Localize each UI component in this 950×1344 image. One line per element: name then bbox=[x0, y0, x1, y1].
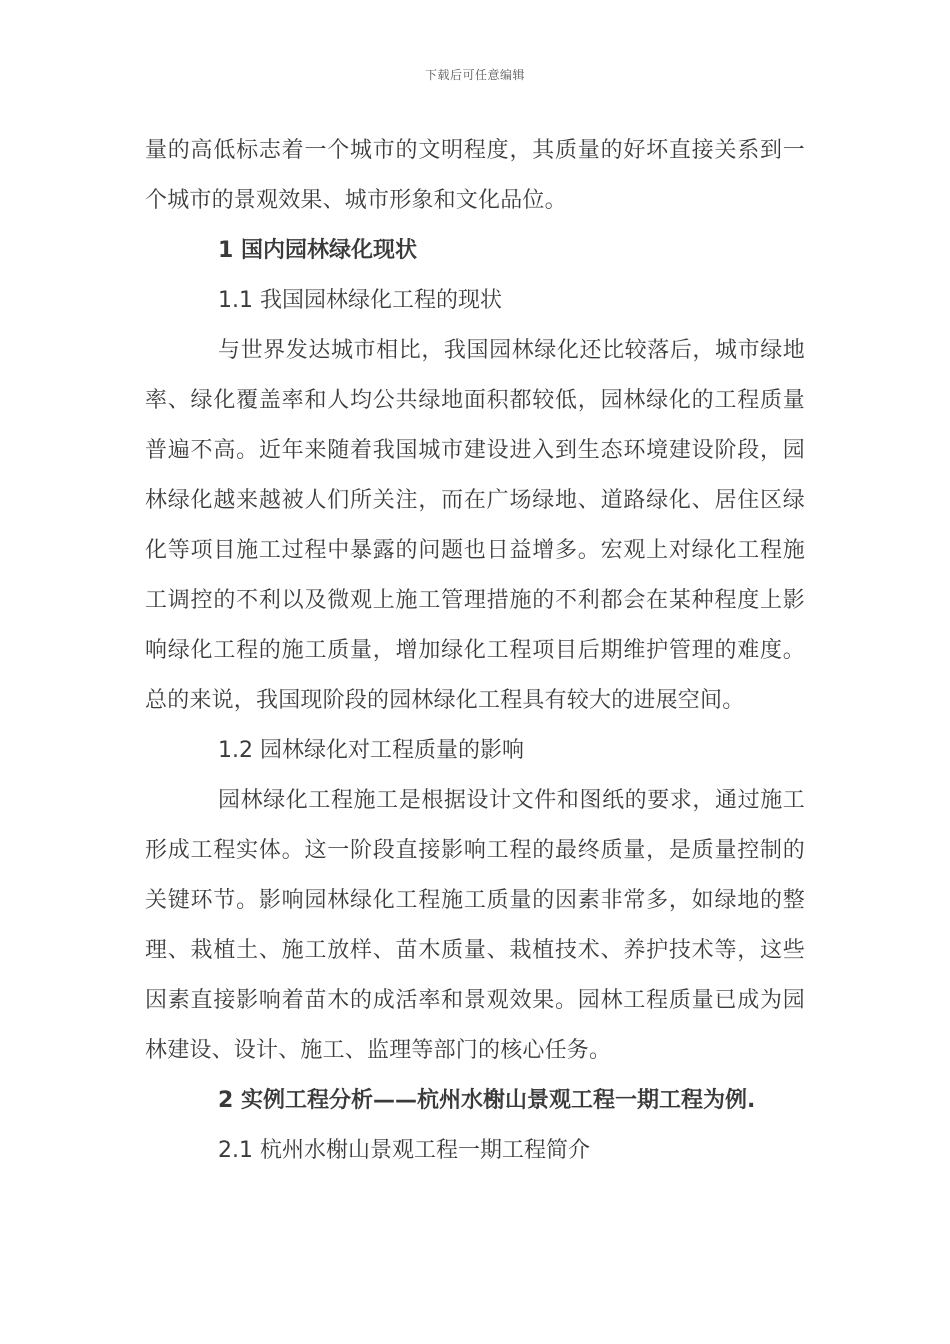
document-body bbox=[145, 126, 805, 1176]
subsection-heading-1-1: 1.1 我国园林绿化工程的现状 bbox=[218, 288, 502, 313]
header-note: 下载后可任意编辑 bbox=[424, 68, 525, 82]
paragraph-quality-impact: 园林绿化工程施工是根据设计文件和图纸的要求，通过施工形成工程实体。这一阶段直接影响工程的最终质量，是质量控制的关键环节。影响园林绿化工程施工质量的因素非常多，如绿地的整理、栽植土、施工放样、苗木质量、栽植技术、养护技术等，这些因素直接影响着苗木的成活率和景观效果。园林工程质量已成为园林建设、设计、施工、监理等部门的核心任务。 bbox=[145, 788, 805, 1063]
paragraph-continuation: 量的高低标志着一个城市的文明程度，其质量的好坏直接关系到一个城市的景观效果、城市形象和文化品位。 bbox=[145, 138, 805, 213]
section-heading-1: 1 国内园林绿化现状 bbox=[218, 238, 417, 263]
paragraph-current-status: 与世界发达城市相比，我国园林绿化还比较落后，城市绿地率、绿化覆盖率和人均公共绿地面积都较低，园林绿化的工程质量普遍不高。近年来随着我国城市建设进入到生态环境建设阶段，园林绿化越来越被人们所关注，而在广场绿地、道路绿化、居住区绿化等项目施工过程中暴露的问题也日益增多。宏观上对绿化工程施工调控的不利以及微观上施工管理措施的不利都会在某种程度上影响绿化工程的施工质量，增加绿化工程项目后期维护管理的难度。总的来说，我国现阶段的园林绿化工程具有较大的进展空间。 bbox=[145, 338, 805, 713]
subsection-heading-1-2: 1.2 园林绿化对工程质量的影响 bbox=[218, 738, 524, 763]
subsection-heading-2-1: 2.1 杭州水榭山景观工程一期工程简介 bbox=[218, 1138, 590, 1163]
section-heading-2: 2 实例工程分析——杭州水榭山景观工程一期工程为例. bbox=[218, 1088, 756, 1113]
